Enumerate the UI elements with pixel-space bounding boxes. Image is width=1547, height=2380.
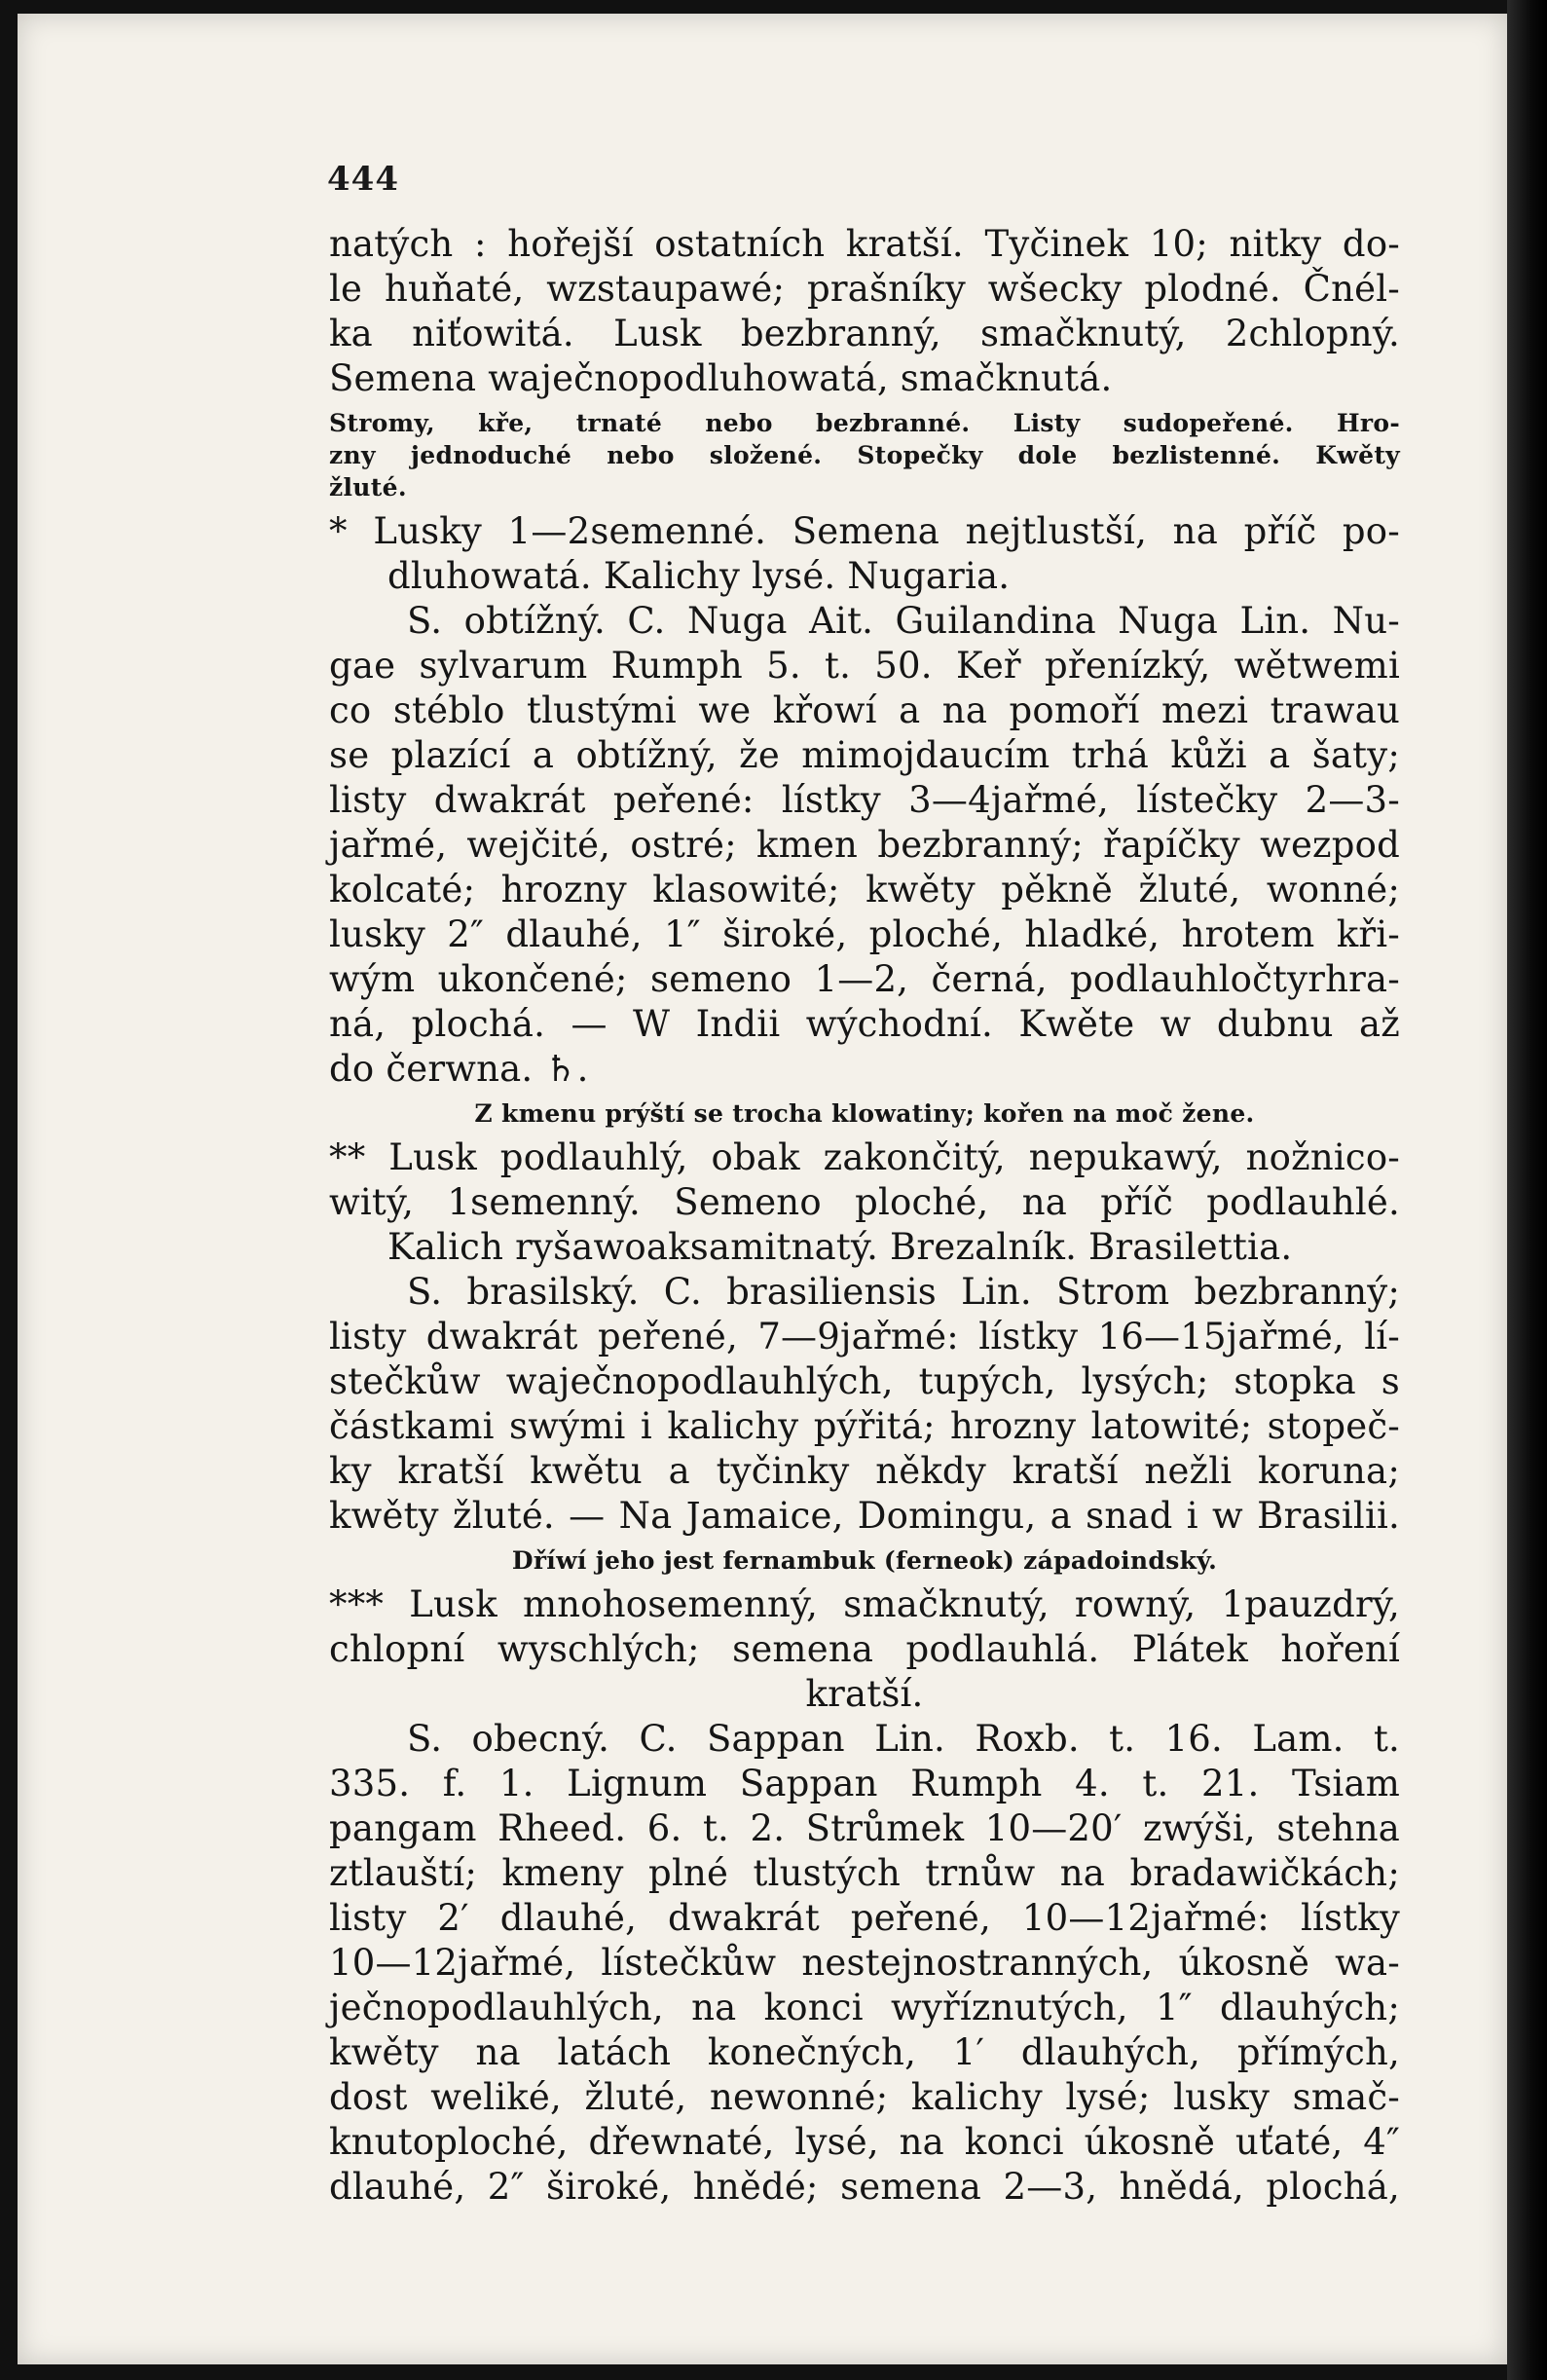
text-line: pangam Rheed. 6. t. 2. Strůmek 10—20′ zwýši, stehna xyxy=(329,1807,1400,1849)
text-line: S. obtížný. C. Nuga Ait. Guilandina Nuga Lin. Nu- xyxy=(407,600,1400,642)
text-line: dlauhé, 2″ široké, hnědé; semena 2—3, hnědá, plochá, xyxy=(329,2166,1400,2208)
text-line: ky kratší kwětu a tyčinky někdy kratší nežli koruna; xyxy=(329,1450,1400,1492)
text-line: witý, 1semenný. Semeno ploché, na příč podlauhlé. xyxy=(329,1181,1400,1223)
text-line: listy dwakrát peřené: lístky 3—4jařmé, lístečky 2—3- xyxy=(329,779,1400,821)
text-line: S. brasilský. C. brasiliensis Lin. Strom bezbranný; xyxy=(407,1271,1400,1313)
text-line: gae sylvarum Rumph 5. t. 50. Keř přenízký, wětwemi xyxy=(329,645,1400,687)
text-line: le huňaté, wzstaupawé; prašníky wšecky plodné. Čnél- xyxy=(329,268,1400,310)
small-print-line: žluté. xyxy=(329,473,407,502)
text-line: kratší. xyxy=(805,1673,924,1715)
text-line: knutoploché, dřewnaté, lysé, na konci úkosně uťaté, 4″ xyxy=(329,2121,1400,2163)
text-line: chlopní wyschlých; semena podlauhlá. Plátek hoření xyxy=(329,1628,1400,1670)
text-line: jařmé, wejčité, ostré; kmen bezbranný; řapíčky wezpod xyxy=(329,824,1400,866)
text-line: lusky 2″ dlauhé, 1″ široké, ploché, hladké, hrotem kři- xyxy=(329,913,1400,955)
text-line: do čerwna. ♄. xyxy=(329,1048,589,1090)
text-line: částkami swými i kalichy pýřitá; hrozny latowité; stopeč- xyxy=(329,1405,1400,1447)
page-number: 444 xyxy=(327,160,399,199)
text-line: 10—12jařmé, lístečkůw nestejnostranných, úkosně wa- xyxy=(329,1942,1400,1984)
text-line: ječnopodlauhlých, na konci wyříznutých, 1″ dlauhých; xyxy=(329,1987,1400,2028)
text-line: wým ukončené; semeno 1—2, černá, podlauhločtyrhra- xyxy=(329,958,1400,1000)
small-print-line: Stromy, kře, trnaté nebo bezbranné. Listy sudopeřené. Hro- xyxy=(329,409,1400,437)
text-line: ** Lusk podlauhlý, obak zakončitý, nepukawý, nožnico- xyxy=(329,1136,1400,1178)
small-print-line: Dříwí jeho jest fernambuk (ferneok) západoindský. xyxy=(511,1546,1218,1575)
text-line: dluhowatá. Kalichy lysé. Nugaria. xyxy=(387,555,1011,597)
text-line: kolcaté; hrozny klasowité; kwěty pěkně žluté, wonné; xyxy=(329,869,1400,911)
text-line: dost weliké, žluté, newonné; kalichy lysé; lusky smač- xyxy=(329,2076,1400,2118)
text-line: listy dwakrát peřené, 7—9jařmé: lístky 16—15jařmé, lí- xyxy=(329,1316,1400,1357)
text-line: kwěty žluté. — Na Jamaice, Domingu, a snad i w Brasilii. xyxy=(329,1495,1400,1537)
text-line: Semena waječnopodluhowatá, smačknutá. xyxy=(329,357,1113,399)
text-line: natých : hořejší ostatních kratší. Tyčinek 10; nitky do- xyxy=(329,223,1400,265)
text-block xyxy=(329,222,1400,2210)
small-print-line: Z kmenu prýští se trocha klowatiny; kořen na moč žene. xyxy=(474,1099,1255,1128)
text-line: co stéblo tlustými we křowí a na pomoří mezi trawau xyxy=(329,689,1400,731)
small-print-line: zny jednoduché nebo složené. Stopečky dole bezlistenné. Kwěty xyxy=(329,441,1400,469)
text-line: * Lusky 1—2semenné. Semena nejtlustší, na příč po- xyxy=(329,510,1400,552)
text-line: *** Lusk mnohosemenný, smačknutý, rowný, 1pauzdrý, xyxy=(329,1583,1400,1625)
text-line: listy 2′ dlauhé, dwakrát peřené, 10—12jařmé: lístky xyxy=(329,1897,1400,1939)
text-line: S. obecný. C. Sappan Lin. Roxb. t. 16. Lam. t. xyxy=(407,1718,1400,1760)
page-edge-shadow xyxy=(1507,0,1547,2380)
text-line: ztlauští; kmeny plné tlustých trnůw na bradawičkách; xyxy=(329,1852,1400,1894)
text-line: se plazící a obtížný, že mimojdaucím trhá kůži a šaty; xyxy=(329,734,1400,776)
text-line: kwěty na latách konečných, 1′ dlauhých, přímých, xyxy=(329,2031,1400,2073)
text-line: ná, plochá. — W Indii wýchodní. Kwěte w dubnu až xyxy=(329,1003,1400,1045)
text-line: stečkůw waječnopodlauhlých, tupých, lysých; stopka s xyxy=(329,1360,1400,1402)
text-line: Kalich ryšawoaksamitnatý. Brezalník. Brasilettia. xyxy=(387,1226,1293,1268)
text-line: ka niťowitá. Lusk bezbranný, smačknutý, 2chlopný. xyxy=(329,313,1400,354)
text-line: 335. f. 1. Lignum Sappan Rumph 4. t. 21. Tsiam xyxy=(329,1763,1400,1804)
